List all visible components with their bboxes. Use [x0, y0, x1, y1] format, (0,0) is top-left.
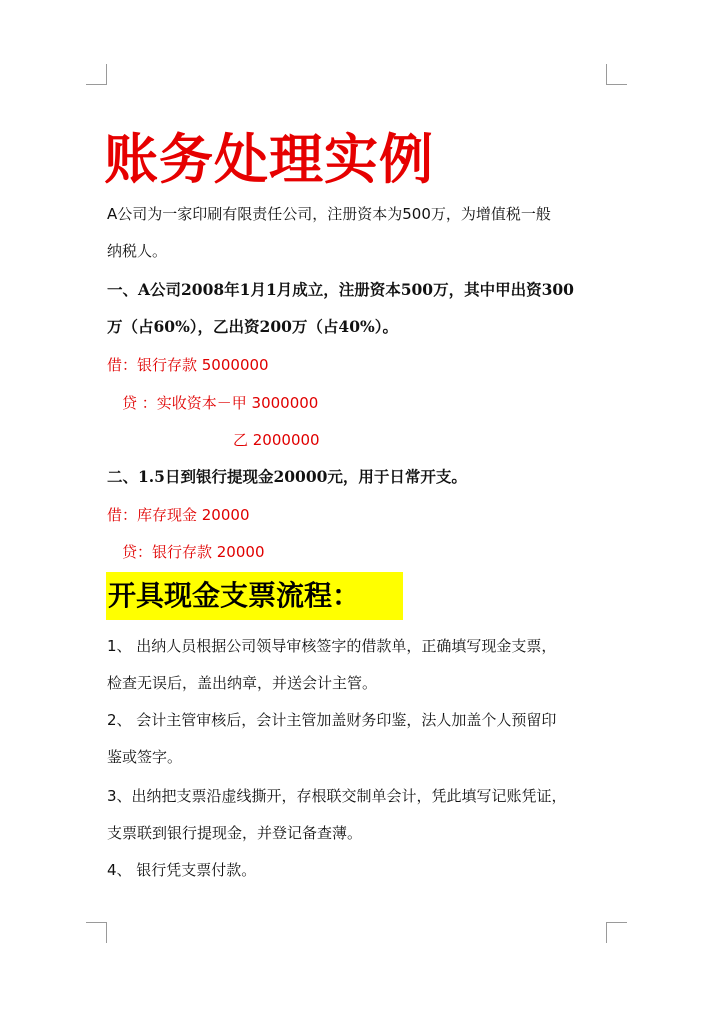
section-heading-cheque-process: 开具现金支票流程： [106, 572, 403, 620]
intro-line-2: 纳税人。 [107, 242, 168, 260]
crop-mark-top-left [86, 64, 107, 85]
item1-line-2: 万（占60%），乙出资200万（占40%）。 [107, 317, 398, 336]
entry2-debit: 借：库存现金 20000 [107, 506, 250, 524]
step-3-line-1: 3、出纳把支票沿虚线撕开，存根联交制单会计，凭此填写记账凭证， [107, 787, 567, 805]
crop-mark-top-right [606, 64, 627, 85]
step-2-line-1: 2、 会计主管审核后，会计主管加盖财务印鉴，法人加盖个人预留印 [107, 711, 557, 729]
step-2-line-2: 鉴或签字。 [107, 748, 183, 766]
document-title: 账务处理实例 [104, 127, 434, 191]
crop-mark-bottom-left [86, 922, 107, 943]
crop-mark-bottom-right [606, 922, 627, 943]
entry2-credit: 贷：银行存款 20000 [122, 543, 265, 561]
entry1-debit: 借：银行存款 5000000 [107, 356, 269, 374]
intro-line-1: A公司为一家印刷有限责任公司，注册资本为500万，为增值税一般 [107, 205, 551, 223]
step-3-line-2: 支票联到银行提现金，并登记备查薄。 [107, 824, 363, 842]
entry1-credit-2: 乙 2000000 [233, 431, 320, 449]
step-4-line-1: 4、 银行凭支票付款。 [107, 861, 257, 879]
item1-line-1: 一、A公司2008年1月1月成立，注册资本500万，其中甲出资300 [107, 280, 574, 299]
entry1-credit-1: 贷 ：实收资本－甲 3000000 [122, 394, 319, 412]
step-1-line-2: 检查无误后，盖出纳章，并送会计主管。 [107, 674, 378, 692]
item2-line: 二、1.5日到银行提现金20000元，用于日常开支。 [107, 467, 467, 486]
step-1-line-1: 1、 出纳人员根据公司领导审核签字的借款单，正确填写现金支票， [107, 637, 557, 655]
